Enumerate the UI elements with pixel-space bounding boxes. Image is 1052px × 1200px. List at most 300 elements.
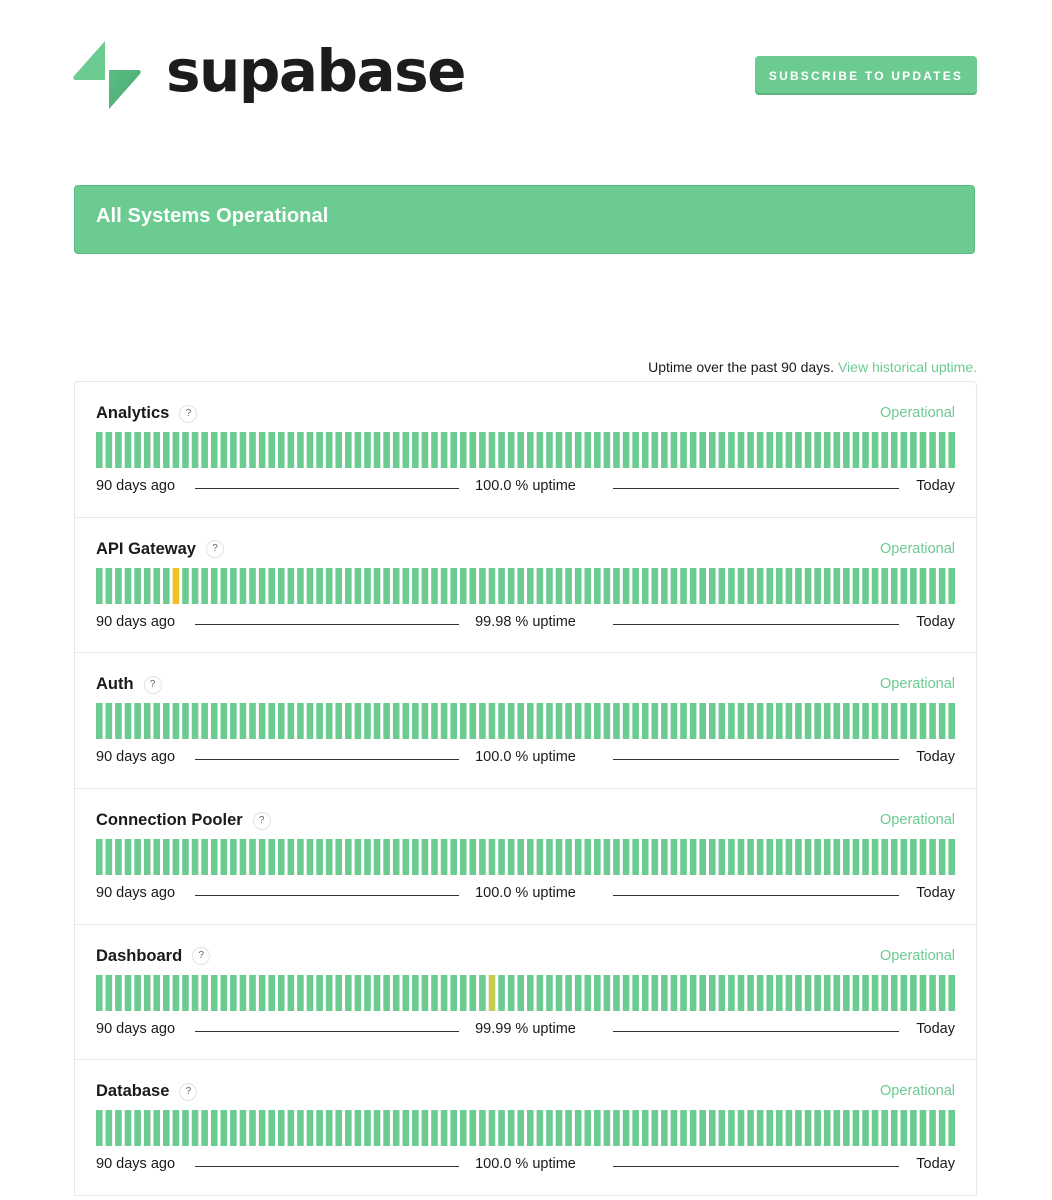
uptime-day-bar[interactable]: [910, 1110, 917, 1146]
uptime-day-bar[interactable]: [594, 1110, 601, 1146]
uptime-day-bar[interactable]: [498, 432, 505, 468]
uptime-day-bar[interactable]: [929, 975, 936, 1011]
uptime-day-bar[interactable]: [766, 975, 773, 1011]
uptime-day-bar[interactable]: [374, 839, 381, 875]
uptime-day-bar[interactable]: [460, 975, 467, 1011]
uptime-day-bar[interactable]: [901, 703, 908, 739]
uptime-day-bar[interactable]: [537, 975, 544, 1011]
uptime-day-bar[interactable]: [144, 568, 151, 604]
uptime-day-bar[interactable]: [374, 432, 381, 468]
uptime-day-bar[interactable]: [699, 432, 706, 468]
uptime-day-bar[interactable]: [201, 839, 208, 875]
uptime-day-bar[interactable]: [230, 568, 237, 604]
uptime-day-bar[interactable]: [632, 703, 639, 739]
uptime-day-bar[interactable]: [690, 1110, 697, 1146]
supabase-logo[interactable]: [72, 38, 465, 112]
uptime-day-bar[interactable]: [393, 975, 400, 1011]
uptime-day-bar[interactable]: [335, 703, 342, 739]
uptime-day-bar[interactable]: [690, 839, 697, 875]
uptime-day-bar[interactable]: [661, 568, 668, 604]
uptime-day-bar[interactable]: [766, 568, 773, 604]
uptime-day-bar[interactable]: [719, 432, 726, 468]
uptime-day-bar[interactable]: [412, 568, 419, 604]
uptime-day-bar[interactable]: [288, 703, 295, 739]
uptime-day-bar[interactable]: [374, 1110, 381, 1146]
uptime-day-bar[interactable]: [901, 975, 908, 1011]
uptime-day-bar[interactable]: [201, 568, 208, 604]
uptime-day-bar[interactable]: [221, 975, 228, 1011]
uptime-day-bar[interactable]: [450, 432, 457, 468]
uptime-day-bar[interactable]: [470, 568, 477, 604]
subscribe-to-updates-button[interactable]: SUBSCRIBE TO UPDATES: [755, 56, 977, 95]
uptime-day-bar[interactable]: [335, 975, 342, 1011]
uptime-day-bar[interactable]: [680, 703, 687, 739]
uptime-day-bar[interactable]: [479, 1110, 486, 1146]
uptime-day-bar[interactable]: [211, 432, 218, 468]
uptime-day-bar[interactable]: [278, 432, 285, 468]
uptime-day-bar[interactable]: [948, 432, 955, 468]
uptime-day-bar[interactable]: [479, 839, 486, 875]
uptime-day-bar[interactable]: [728, 1110, 735, 1146]
uptime-day-bar[interactable]: [412, 432, 419, 468]
uptime-day-bar[interactable]: [853, 1110, 860, 1146]
uptime-day-bar[interactable]: [843, 432, 850, 468]
uptime-day-bar[interactable]: [221, 432, 228, 468]
uptime-day-bar[interactable]: [948, 839, 955, 875]
uptime-day-bar[interactable]: [862, 703, 869, 739]
uptime-day-bar[interactable]: [173, 1110, 180, 1146]
uptime-day-bar[interactable]: [153, 1110, 160, 1146]
uptime-day-bar[interactable]: [565, 568, 572, 604]
uptime-day-bar[interactable]: [355, 975, 362, 1011]
uptime-day-bar[interactable]: [632, 1110, 639, 1146]
uptime-day-bar[interactable]: [288, 568, 295, 604]
uptime-day-bar[interactable]: [537, 839, 544, 875]
uptime-day-bar[interactable]: [671, 975, 678, 1011]
uptime-day-bar[interactable]: [364, 568, 371, 604]
uptime-day-bar[interactable]: [307, 839, 314, 875]
uptime-day-bar[interactable]: [364, 975, 371, 1011]
uptime-day-bar[interactable]: [153, 839, 160, 875]
uptime-day-bar[interactable]: [345, 432, 352, 468]
uptime-day-bar[interactable]: [843, 568, 850, 604]
uptime-day-bar[interactable]: [584, 432, 591, 468]
uptime-day-bar[interactable]: [891, 432, 898, 468]
uptime-day-bar[interactable]: [153, 568, 160, 604]
uptime-day-bar[interactable]: [824, 703, 831, 739]
uptime-day-bar[interactable]: [163, 568, 170, 604]
uptime-day-bar[interactable]: [230, 432, 237, 468]
uptime-day-bar[interactable]: [125, 432, 132, 468]
uptime-day-bar[interactable]: [96, 1110, 103, 1146]
uptime-day-bar[interactable]: [450, 1110, 457, 1146]
uptime-day-bar[interactable]: [288, 975, 295, 1011]
uptime-day-bar[interactable]: [115, 975, 122, 1011]
uptime-day-bar[interactable]: [201, 975, 208, 1011]
uptime-day-bar[interactable]: [853, 839, 860, 875]
uptime-day-bar[interactable]: [259, 568, 266, 604]
uptime-day-bar[interactable]: [345, 703, 352, 739]
uptime-day-bar[interactable]: [479, 703, 486, 739]
uptime-day-bar[interactable]: [901, 432, 908, 468]
uptime-day-bar[interactable]: [929, 1110, 936, 1146]
uptime-day-bar[interactable]: [565, 703, 572, 739]
uptime-day-bar[interactable]: [757, 1110, 764, 1146]
uptime-day-bar[interactable]: [249, 432, 256, 468]
uptime-day-bar[interactable]: [125, 839, 132, 875]
uptime-day-bar[interactable]: [575, 975, 582, 1011]
uptime-day-bar[interactable]: [307, 432, 314, 468]
uptime-day-bar[interactable]: [556, 839, 563, 875]
help-icon[interactable]: ?: [179, 1083, 197, 1101]
uptime-day-bar[interactable]: [460, 432, 467, 468]
uptime-day-bar[interactable]: [230, 703, 237, 739]
uptime-day-bar[interactable]: [182, 1110, 189, 1146]
uptime-day-bar[interactable]: [747, 839, 754, 875]
uptime-day-bar[interactable]: [527, 1110, 534, 1146]
uptime-day-bar[interactable]: [288, 432, 295, 468]
view-historical-uptime-link[interactable]: View historical uptime.: [837, 359, 977, 375]
uptime-day-bar[interactable]: [766, 432, 773, 468]
uptime-day-bar[interactable]: [527, 568, 534, 604]
uptime-day-bar[interactable]: [661, 432, 668, 468]
uptime-day-bar[interactable]: [891, 568, 898, 604]
uptime-day-bar[interactable]: [891, 839, 898, 875]
uptime-day-bar[interactable]: [441, 703, 448, 739]
uptime-day-bar[interactable]: [125, 1110, 132, 1146]
uptime-day-bar[interactable]: [901, 568, 908, 604]
uptime-day-bar[interactable]: [134, 839, 141, 875]
uptime-day-bar[interactable]: [556, 568, 563, 604]
uptime-day-bar[interactable]: [422, 975, 429, 1011]
uptime-day-bar[interactable]: [699, 839, 706, 875]
uptime-day-bar[interactable]: [537, 1110, 544, 1146]
uptime-day-bar[interactable]: [709, 1110, 716, 1146]
uptime-day-bar[interactable]: [671, 568, 678, 604]
uptime-day-bar[interactable]: [307, 703, 314, 739]
uptime-day-bar[interactable]: [719, 1110, 726, 1146]
uptime-day-bar[interactable]: [307, 1110, 314, 1146]
uptime-day-bar[interactable]: [537, 432, 544, 468]
uptime-day-bar[interactable]: [680, 975, 687, 1011]
uptime-day-bar[interactable]: [422, 703, 429, 739]
uptime-day-bar[interactable]: [699, 1110, 706, 1146]
uptime-day-bar[interactable]: [345, 1110, 352, 1146]
uptime-day-bar[interactable]: [853, 432, 860, 468]
uptime-day-bar[interactable]: [757, 432, 764, 468]
uptime-day-bar[interactable]: [537, 703, 544, 739]
uptime-day-bar[interactable]: [163, 1110, 170, 1146]
uptime-day-bar[interactable]: [508, 568, 515, 604]
uptime-day-bar[interactable]: [613, 432, 620, 468]
uptime-day-bar[interactable]: [355, 568, 362, 604]
uptime-day-bar[interactable]: [345, 568, 352, 604]
uptime-day-bar[interactable]: [776, 1110, 783, 1146]
uptime-day-bar[interactable]: [402, 432, 409, 468]
uptime-day-bar[interactable]: [747, 432, 754, 468]
uptime-day-bar[interactable]: [297, 432, 304, 468]
uptime-day-bar[interactable]: [757, 703, 764, 739]
uptime-day-bar[interactable]: [652, 839, 659, 875]
uptime-day-bar[interactable]: [833, 839, 840, 875]
uptime-day-bar[interactable]: [786, 568, 793, 604]
uptime-day-bar[interactable]: [546, 1110, 553, 1146]
uptime-day-bar[interactable]: [402, 568, 409, 604]
uptime-day-bar[interactable]: [259, 839, 266, 875]
uptime-day-bar[interactable]: [939, 703, 946, 739]
uptime-day-bar[interactable]: [948, 1110, 955, 1146]
uptime-day-bar-minor[interactable]: [173, 568, 180, 604]
uptime-day-bar[interactable]: [355, 703, 362, 739]
uptime-day-bar[interactable]: [661, 703, 668, 739]
uptime-day-bar[interactable]: [96, 432, 103, 468]
uptime-day-bar[interactable]: [948, 703, 955, 739]
uptime-day-bar[interactable]: [173, 975, 180, 1011]
uptime-day-bar[interactable]: [709, 703, 716, 739]
help-icon[interactable]: ?: [253, 812, 271, 830]
uptime-day-bar[interactable]: [623, 703, 630, 739]
uptime-day-bar[interactable]: [776, 975, 783, 1011]
uptime-day-bar[interactable]: [604, 1110, 611, 1146]
uptime-day-bar[interactable]: [948, 975, 955, 1011]
uptime-day-bar[interactable]: [422, 839, 429, 875]
uptime-day-bar[interactable]: [872, 1110, 879, 1146]
uptime-day-bar[interactable]: [383, 568, 390, 604]
uptime-day-bar[interactable]: [556, 975, 563, 1011]
uptime-day-bar[interactable]: [920, 432, 927, 468]
uptime-day-bar[interactable]: [182, 703, 189, 739]
uptime-day-bar[interactable]: [508, 1110, 515, 1146]
uptime-day-bar[interactable]: [920, 703, 927, 739]
uptime-day-bar[interactable]: [690, 568, 697, 604]
uptime-day-bar[interactable]: [652, 1110, 659, 1146]
uptime-day-bar[interactable]: [326, 975, 333, 1011]
uptime-day-bar[interactable]: [862, 432, 869, 468]
uptime-day-bar[interactable]: [814, 975, 821, 1011]
uptime-day-bar[interactable]: [766, 1110, 773, 1146]
uptime-day-bar[interactable]: [134, 975, 141, 1011]
uptime-day-bar[interactable]: [939, 432, 946, 468]
uptime-day-bar[interactable]: [441, 432, 448, 468]
uptime-day-bar[interactable]: [929, 568, 936, 604]
uptime-day-bar[interactable]: [479, 432, 486, 468]
uptime-day-bar[interactable]: [757, 839, 764, 875]
uptime-day-bar[interactable]: [881, 1110, 888, 1146]
uptime-day-bar[interactable]: [537, 568, 544, 604]
uptime-day-bar[interactable]: [776, 703, 783, 739]
uptime-day-bar[interactable]: [470, 432, 477, 468]
uptime-day-bar[interactable]: [278, 1110, 285, 1146]
uptime-day-bar[interactable]: [144, 975, 151, 1011]
uptime-day-bar[interactable]: [613, 975, 620, 1011]
uptime-day-bar[interactable]: [163, 703, 170, 739]
uptime-day-bar[interactable]: [623, 1110, 630, 1146]
uptime-day-bar[interactable]: [173, 432, 180, 468]
uptime-day-bar[interactable]: [326, 432, 333, 468]
uptime-day-bar[interactable]: [134, 703, 141, 739]
uptime-day-bar[interactable]: [364, 839, 371, 875]
uptime-day-bar[interactable]: [728, 432, 735, 468]
uptime-day-bar[interactable]: [355, 1110, 362, 1146]
uptime-day-bar[interactable]: [259, 1110, 266, 1146]
uptime-day-bar[interactable]: [268, 703, 275, 739]
uptime-day-bar[interactable]: [96, 839, 103, 875]
uptime-day-bar[interactable]: [374, 568, 381, 604]
uptime-day-bar[interactable]: [125, 975, 132, 1011]
uptime-day-bar[interactable]: [709, 839, 716, 875]
uptime-day-bar[interactable]: [920, 1110, 927, 1146]
uptime-day-bar[interactable]: [680, 568, 687, 604]
uptime-day-bar[interactable]: [230, 839, 237, 875]
uptime-day-bar[interactable]: [604, 568, 611, 604]
uptime-day-bar[interactable]: [642, 703, 649, 739]
uptime-day-bar[interactable]: [786, 975, 793, 1011]
uptime-day-bar[interactable]: [833, 703, 840, 739]
uptime-day-bar[interactable]: [297, 1110, 304, 1146]
uptime-day-bar[interactable]: [556, 432, 563, 468]
uptime-day-bar[interactable]: [498, 839, 505, 875]
uptime-day-bar[interactable]: [565, 1110, 572, 1146]
uptime-day-bar[interactable]: [450, 839, 457, 875]
uptime-day-bar[interactable]: [805, 1110, 812, 1146]
uptime-day-bar[interactable]: [613, 1110, 620, 1146]
uptime-day-bar[interactable]: [240, 568, 247, 604]
uptime-day-bar[interactable]: [738, 975, 745, 1011]
uptime-day-bar[interactable]: [747, 975, 754, 1011]
uptime-day-bar[interactable]: [776, 839, 783, 875]
uptime-day-bar[interactable]: [786, 432, 793, 468]
uptime-day-bar[interactable]: [862, 568, 869, 604]
uptime-day-bar[interactable]: [489, 703, 496, 739]
uptime-day-bar[interactable]: [594, 568, 601, 604]
uptime-day-bar[interactable]: [604, 432, 611, 468]
uptime-day-bar[interactable]: [939, 568, 946, 604]
uptime-day-bar[interactable]: [757, 975, 764, 1011]
uptime-day-bar[interactable]: [680, 1110, 687, 1146]
uptime-day-bar[interactable]: [738, 703, 745, 739]
uptime-day-bar[interactable]: [920, 975, 927, 1011]
uptime-day-bar[interactable]: [786, 1110, 793, 1146]
uptime-day-bar[interactable]: [115, 703, 122, 739]
uptime-day-bar[interactable]: [441, 568, 448, 604]
uptime-day-bar[interactable]: [374, 975, 381, 1011]
uptime-day-bar[interactable]: [450, 975, 457, 1011]
uptime-day-bar[interactable]: [652, 432, 659, 468]
uptime-day-bar[interactable]: [268, 839, 275, 875]
uptime-day-bar[interactable]: [144, 1110, 151, 1146]
uptime-day-bar[interactable]: [201, 432, 208, 468]
uptime-day-bar[interactable]: [613, 839, 620, 875]
uptime-day-bar[interactable]: [422, 432, 429, 468]
uptime-day-bar[interactable]: [814, 839, 821, 875]
uptime-day-bar[interactable]: [795, 432, 802, 468]
uptime-day-bar[interactable]: [249, 703, 256, 739]
uptime-day-bar[interactable]: [833, 1110, 840, 1146]
uptime-day-bar[interactable]: [173, 703, 180, 739]
uptime-day-bar[interactable]: [106, 703, 113, 739]
uptime-day-bar[interactable]: [843, 703, 850, 739]
uptime-day-bar[interactable]: [546, 975, 553, 1011]
uptime-day-bar[interactable]: [508, 839, 515, 875]
uptime-day-bar[interactable]: [115, 432, 122, 468]
uptime-day-bar[interactable]: [814, 432, 821, 468]
uptime-day-bar[interactable]: [833, 432, 840, 468]
uptime-day-bar[interactable]: [690, 703, 697, 739]
uptime-day-bar[interactable]: [307, 975, 314, 1011]
uptime-day-bar[interactable]: [738, 432, 745, 468]
uptime-day-bar[interactable]: [441, 839, 448, 875]
uptime-day-bar[interactable]: [565, 839, 572, 875]
uptime-day-bar[interactable]: [824, 975, 831, 1011]
uptime-day-bar[interactable]: [575, 432, 582, 468]
uptime-day-bar[interactable]: [297, 975, 304, 1011]
uptime-day-bar[interactable]: [652, 703, 659, 739]
uptime-day-bar[interactable]: [508, 432, 515, 468]
uptime-day-bar[interactable]: [939, 839, 946, 875]
uptime-day-bar[interactable]: [422, 1110, 429, 1146]
uptime-day-bar[interactable]: [431, 568, 438, 604]
uptime-day-bar[interactable]: [364, 432, 371, 468]
uptime-day-bar[interactable]: [335, 432, 342, 468]
uptime-day-bar[interactable]: [872, 975, 879, 1011]
uptime-day-bar[interactable]: [843, 1110, 850, 1146]
uptime-day-bar[interactable]: [623, 975, 630, 1011]
uptime-day-bar[interactable]: [805, 703, 812, 739]
uptime-day-bar[interactable]: [747, 1110, 754, 1146]
uptime-day-bar[interactable]: [843, 839, 850, 875]
uptime-day-bar[interactable]: [881, 975, 888, 1011]
uptime-day-bar[interactable]: [115, 568, 122, 604]
uptime-day-bar[interactable]: [470, 839, 477, 875]
uptime-day-bar[interactable]: [881, 568, 888, 604]
uptime-day-bar[interactable]: [249, 839, 256, 875]
uptime-day-bar[interactable]: [642, 975, 649, 1011]
uptime-day-bar[interactable]: [517, 975, 524, 1011]
uptime-day-bar[interactable]: [517, 1110, 524, 1146]
uptime-day-bar[interactable]: [556, 1110, 563, 1146]
uptime-day-bar[interactable]: [709, 975, 716, 1011]
uptime-day-bar[interactable]: [728, 839, 735, 875]
uptime-day-bar[interactable]: [901, 1110, 908, 1146]
uptime-day-bar[interactable]: [546, 432, 553, 468]
uptime-day-bar[interactable]: [604, 839, 611, 875]
uptime-day-bar[interactable]: [402, 839, 409, 875]
uptime-day-bar[interactable]: [383, 975, 390, 1011]
uptime-day-bar[interactable]: [249, 568, 256, 604]
uptime-day-bar[interactable]: [345, 975, 352, 1011]
uptime-day-bar[interactable]: [853, 568, 860, 604]
uptime-day-bar[interactable]: [738, 568, 745, 604]
uptime-day-bar[interactable]: [230, 1110, 237, 1146]
uptime-day-bar[interactable]: [661, 1110, 668, 1146]
uptime-day-bar[interactable]: [192, 568, 199, 604]
uptime-day-bar[interactable]: [316, 432, 323, 468]
uptime-day-bar[interactable]: [125, 703, 132, 739]
uptime-day-bar[interactable]: [652, 568, 659, 604]
uptime-day-bar[interactable]: [584, 568, 591, 604]
uptime-day-bar[interactable]: [268, 568, 275, 604]
uptime-day-bar[interactable]: [910, 703, 917, 739]
uptime-day-bar[interactable]: [699, 568, 706, 604]
uptime-day-bar[interactable]: [402, 1110, 409, 1146]
uptime-day-bar[interactable]: [288, 1110, 295, 1146]
uptime-day-bar[interactable]: [498, 1110, 505, 1146]
uptime-day-bar[interactable]: [460, 1110, 467, 1146]
help-icon[interactable]: ?: [192, 947, 210, 965]
uptime-day-bar[interactable]: [316, 839, 323, 875]
uptime-day-bar[interactable]: [594, 975, 601, 1011]
uptime-day-bar[interactable]: [412, 839, 419, 875]
